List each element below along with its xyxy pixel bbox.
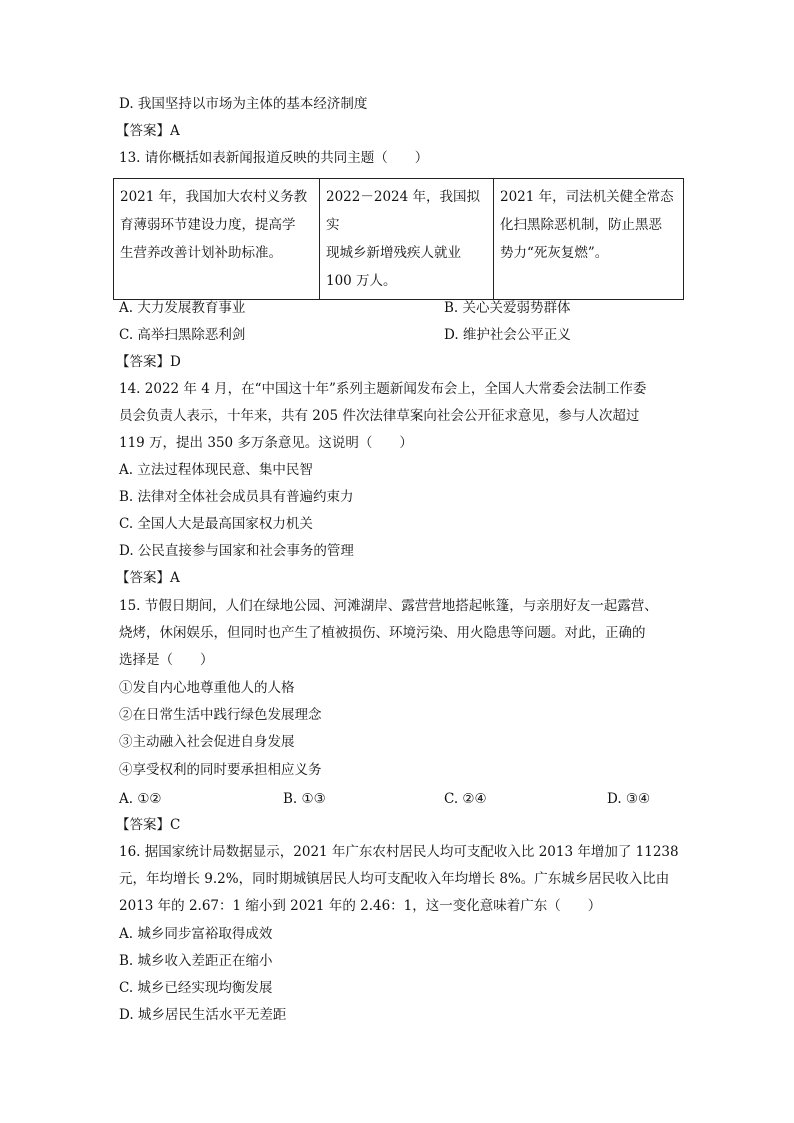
q12-answer: 【答案】A <box>116 123 180 139</box>
q14-stem-line: 119 万，提出 350 多万条意见。这说明（ ） <box>119 435 413 451</box>
cell-line: 2021 年，司法机关健全常态 <box>500 189 674 205</box>
q14-stem-line: 14. 2022 年 4 月，在“中国这十年”系列主题新闻发布会上，全国人大常委会法制工作委 <box>119 381 647 397</box>
cell-line: 化扫黑除恶机制，防止黑恶 <box>500 217 662 233</box>
news-cell-disabled-employment <box>320 179 494 300</box>
q14-option-c: C. 全国人大是最高国家权力机关 <box>119 516 313 532</box>
q15-option-b: B. ①③ <box>283 791 326 807</box>
q14-option-a: A. 立法过程体现民意、集中民智 <box>119 462 313 478</box>
q15-item: ④享受权利的同时要承担相应义务 <box>119 762 322 778</box>
q14-stem-line: 员会负责人表示，十年来，共有 205 件次法律草案向社会公开征求意见，参与人次超过 <box>119 408 640 424</box>
q15-answer: 【答案】C <box>116 817 181 833</box>
q16-stem-line: 16. 据国家统计局数据显示，2021 年广东农村居民人均可支配收入比 2013 年增加了 11238 <box>119 844 679 860</box>
q14-option-b: B. 法律对全体社会成员具有普遍约束力 <box>119 489 354 505</box>
q15-stem-line: 选择是（ ） <box>119 652 214 668</box>
q14-answer: 【答案】A <box>116 570 180 586</box>
q16-stem-line: 元，年均增长 9.2%，同时期城镇居民人均可支配收入年均增长 8%。广东城乡居民收入比由 <box>119 871 670 887</box>
q16-stem-line: 2013 年的 2.67：1 缩小到 2021 年的 2.46：1，这一变化意味着广东（ ） <box>119 898 602 914</box>
q16-option-b: B. 城乡收入差距正在缩小 <box>119 953 273 969</box>
q14-option-d: D. 公民直接参与国家和社会事务的管理 <box>119 543 354 559</box>
q15-stem-line: 15. 节假日期间，人们在绿地公园、河滩湖岸、露营营地搭起帐篷，与亲朋好友一起露营、 <box>119 598 658 614</box>
q13-answer: 【答案】D <box>116 354 181 370</box>
q13-option-d: D. 维护社会公平正义 <box>444 327 571 343</box>
cell-line: 2021 年，我国加大农村义务教 <box>120 189 308 205</box>
q15-item: ①发自内心地尊重他人的人格 <box>119 680 295 696</box>
cell-line: 2022－2024 年，我国拟实 <box>326 189 481 233</box>
cell-line: 现城乡新增残疾人就业 <box>326 245 461 261</box>
cell-line: 育薄弱环节建设力度，提高学 <box>120 217 296 233</box>
q13-news-table <box>113 178 684 300</box>
cell-line: 生营养改善计划补助标准。 <box>120 245 282 261</box>
cell-line: 100 万人。 <box>326 273 397 289</box>
news-cell-education <box>114 179 320 300</box>
q12-option-d: D. 我国坚持以市场为主体的基本经济制度 <box>119 96 368 112</box>
q15-option-a: A. ①② <box>119 791 162 807</box>
q15-stem-line: 烧烤，休闲娱乐，但同时也产生了植被损伤、环境污染、用火隐患等问题。对此，正确的 <box>119 625 646 641</box>
q15-item: ③主动融入社会促进自身发展 <box>119 734 295 750</box>
news-cell-anti-crime <box>494 179 684 300</box>
q13-option-c: C. 高举扫黑除恶利剑 <box>119 327 246 343</box>
q13-stem: 13. 请你概括如表新闻报道反映的共同主题（ ） <box>119 150 429 166</box>
q16-option-c: C. 城乡已经实现均衡发展 <box>119 980 273 996</box>
q16-option-d: D. 城乡居民生活水平无差距 <box>119 1007 287 1023</box>
q16-option-a: A. 城乡同步富裕取得成效 <box>119 926 273 942</box>
q13-option-b: B. 关心关爱弱势群体 <box>444 300 571 316</box>
q13-option-a: A. 大力发展教育事业 <box>119 300 246 316</box>
q15-item: ②在日常生活中践行绿色发展理念 <box>119 707 322 723</box>
q15-option-d: D. ③④ <box>607 791 651 807</box>
cell-line: 势力“死灰复燃”。 <box>500 245 609 261</box>
q15-option-c: C. ②④ <box>444 791 487 807</box>
